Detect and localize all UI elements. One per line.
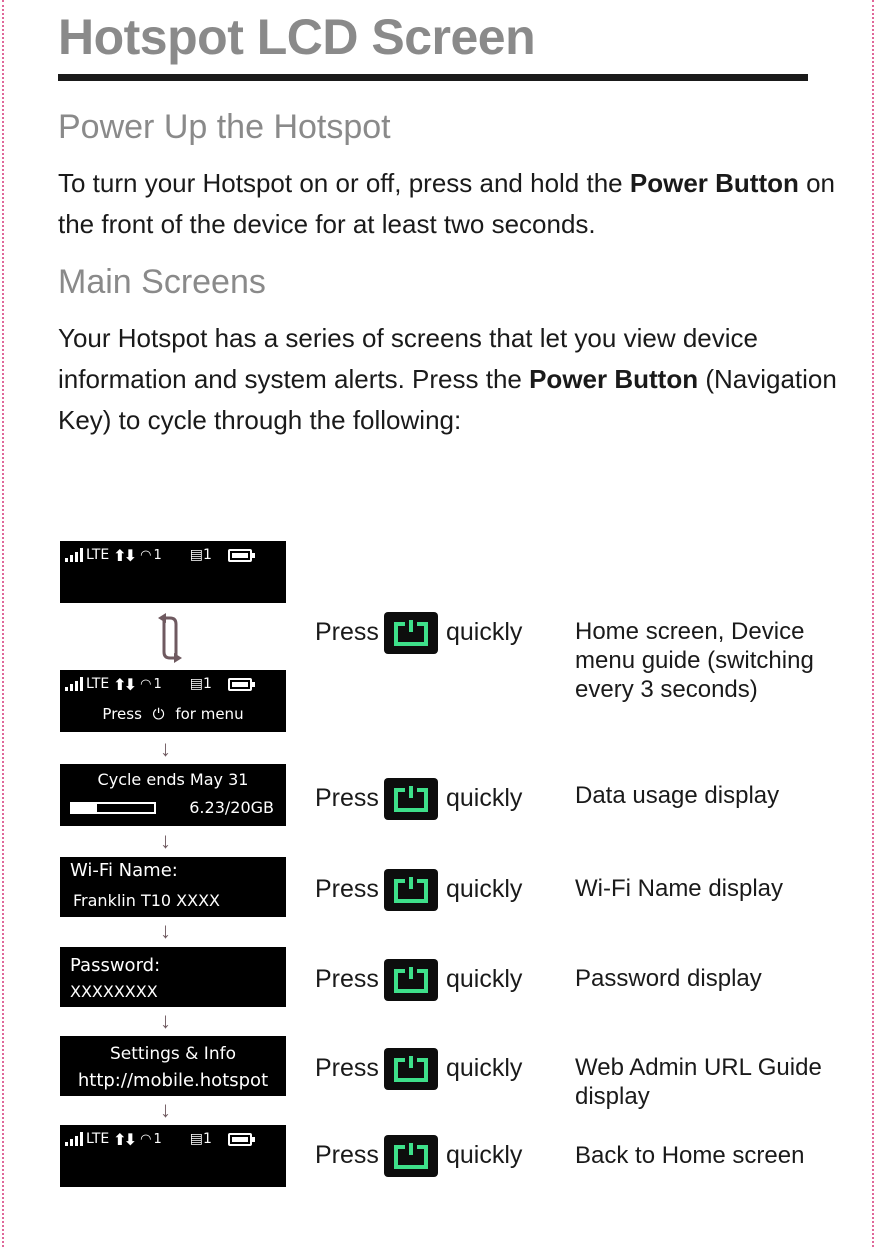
press-label: Press bbox=[315, 875, 379, 903]
title-rule bbox=[58, 74, 808, 81]
wifi-name-label: Wi-Fi Name: bbox=[70, 860, 178, 881]
wifi-icon: ◠ bbox=[140, 1131, 152, 1147]
settings-title: Settings & Info bbox=[110, 1044, 236, 1064]
text-run: on the front of the device for at least two seconds. bbox=[58, 168, 836, 239]
cycle-arrows-icon bbox=[152, 612, 188, 664]
quickly-label: quickly bbox=[446, 618, 523, 646]
power-button-icon bbox=[384, 778, 438, 820]
power-button-icon bbox=[384, 612, 438, 654]
page-edge-left bbox=[2, 0, 4, 1247]
settings-url: http://mobile.hotspot bbox=[77, 1070, 269, 1091]
arrow-down-icon: ↓ bbox=[160, 918, 171, 943]
lcd-settings-screen bbox=[60, 1036, 286, 1096]
message-icon: ▤1 bbox=[189, 1131, 212, 1147]
status-bar bbox=[65, 673, 281, 695]
wifi-name-value: Franklin T10 XXXX bbox=[73, 891, 221, 910]
message-icon: ▤1 bbox=[189, 547, 212, 563]
power-button-icon bbox=[384, 959, 438, 1001]
message-count: 1 bbox=[202, 1131, 212, 1147]
text-run: Your Hotspot has a series of screens that let you view device information and system alerts. Press the bbox=[58, 323, 758, 394]
step-description: Web Admin URL Guide display bbox=[575, 1054, 822, 1110]
lcd-wifi-name-screen bbox=[60, 857, 286, 917]
section-heading-main-screens: Main Screens bbox=[58, 263, 266, 301]
lcd-data-usage-screen bbox=[60, 764, 286, 826]
message-count: 1 bbox=[202, 676, 212, 692]
wifi-icon: ◠ bbox=[140, 676, 152, 692]
menu-hint-press: Press bbox=[102, 705, 142, 723]
arrow-down-icon: ↓ bbox=[160, 828, 171, 853]
menu-hint bbox=[60, 705, 286, 723]
page-edge-right bbox=[872, 0, 874, 1247]
lcd-menu-guide-screen bbox=[60, 670, 286, 732]
section-text-main-screens bbox=[58, 318, 838, 441]
network-type: LTE bbox=[86, 547, 110, 563]
status-bar bbox=[65, 544, 281, 566]
quickly-label: quickly bbox=[446, 875, 523, 903]
signal-icon bbox=[65, 1132, 83, 1146]
usage-progress-fill bbox=[72, 804, 97, 812]
network-type: LTE bbox=[86, 676, 110, 692]
lcd-password-screen bbox=[60, 947, 286, 1007]
press-label: Press bbox=[315, 784, 379, 812]
data-arrows-icon: ⬆⬇ bbox=[113, 545, 135, 565]
wifi-count: 1 bbox=[153, 1131, 162, 1147]
password-label: Password: bbox=[70, 955, 161, 976]
arrow-down-icon: ↓ bbox=[160, 1008, 171, 1033]
page-title: Hotspot LCD Screen bbox=[58, 9, 536, 65]
quickly-label: quickly bbox=[446, 965, 523, 993]
step-description: Data usage display bbox=[575, 782, 780, 809]
quickly-label: quickly bbox=[446, 784, 523, 812]
power-button-icon bbox=[384, 1048, 438, 1090]
text-run: To turn your Hotspot on or off, press and hold the bbox=[58, 168, 630, 198]
press-label: Press bbox=[315, 1141, 379, 1169]
usage-progress-bar bbox=[70, 802, 156, 814]
text-bold-power-button: Power Button bbox=[529, 364, 699, 394]
arrow-down-icon: ↓ bbox=[160, 736, 171, 761]
data-arrows-icon: ⬆⬇ bbox=[113, 674, 135, 694]
step-description: Home screen, Device menu guide (switching every 3 seconds) bbox=[575, 618, 814, 703]
battery-icon bbox=[228, 1133, 252, 1146]
menu-hint-for-menu: for menu bbox=[175, 705, 244, 723]
signal-icon bbox=[65, 677, 83, 691]
power-symbol-icon: ⏻ bbox=[152, 705, 165, 723]
battery-icon bbox=[228, 678, 252, 691]
power-button-icon bbox=[384, 869, 438, 911]
quickly-label: quickly bbox=[446, 1141, 523, 1169]
wifi-icon: ◠ bbox=[140, 547, 152, 563]
text-run: (Navigation Key) to cycle through the following: bbox=[58, 364, 837, 435]
press-label: Press bbox=[315, 965, 379, 993]
section-heading-power-up: Power Up the Hotspot bbox=[58, 108, 391, 146]
step-description: Password display bbox=[575, 965, 762, 992]
power-button-icon bbox=[384, 1135, 438, 1177]
wifi-count: 1 bbox=[153, 547, 162, 563]
battery-icon bbox=[228, 549, 252, 562]
status-bar bbox=[65, 1128, 281, 1150]
arrow-down-icon: ↓ bbox=[160, 1097, 171, 1122]
network-type: LTE bbox=[86, 1131, 110, 1147]
quickly-label: quickly bbox=[446, 1054, 523, 1082]
usage-value: 6.23/20GB bbox=[189, 798, 274, 817]
step-description: Back to Home screen bbox=[575, 1142, 805, 1169]
press-label: Press bbox=[315, 618, 379, 646]
wifi-count: 1 bbox=[153, 676, 162, 692]
usage-title: Cycle ends May 31 bbox=[97, 770, 249, 789]
section-text-power-up bbox=[58, 163, 838, 245]
message-icon: ▤1 bbox=[189, 676, 212, 692]
lcd-home-screen-return bbox=[60, 1125, 286, 1187]
step-description: Wi-Fi Name display bbox=[575, 875, 784, 902]
press-label: Press bbox=[315, 1054, 379, 1082]
signal-icon bbox=[65, 548, 83, 562]
data-arrows-icon: ⬆⬇ bbox=[113, 1129, 135, 1149]
text-bold-power-button: Power Button bbox=[629, 168, 799, 198]
lcd-home-screen bbox=[60, 541, 286, 603]
password-value: XXXXXXXX bbox=[70, 982, 158, 1001]
message-count: 1 bbox=[202, 547, 212, 563]
